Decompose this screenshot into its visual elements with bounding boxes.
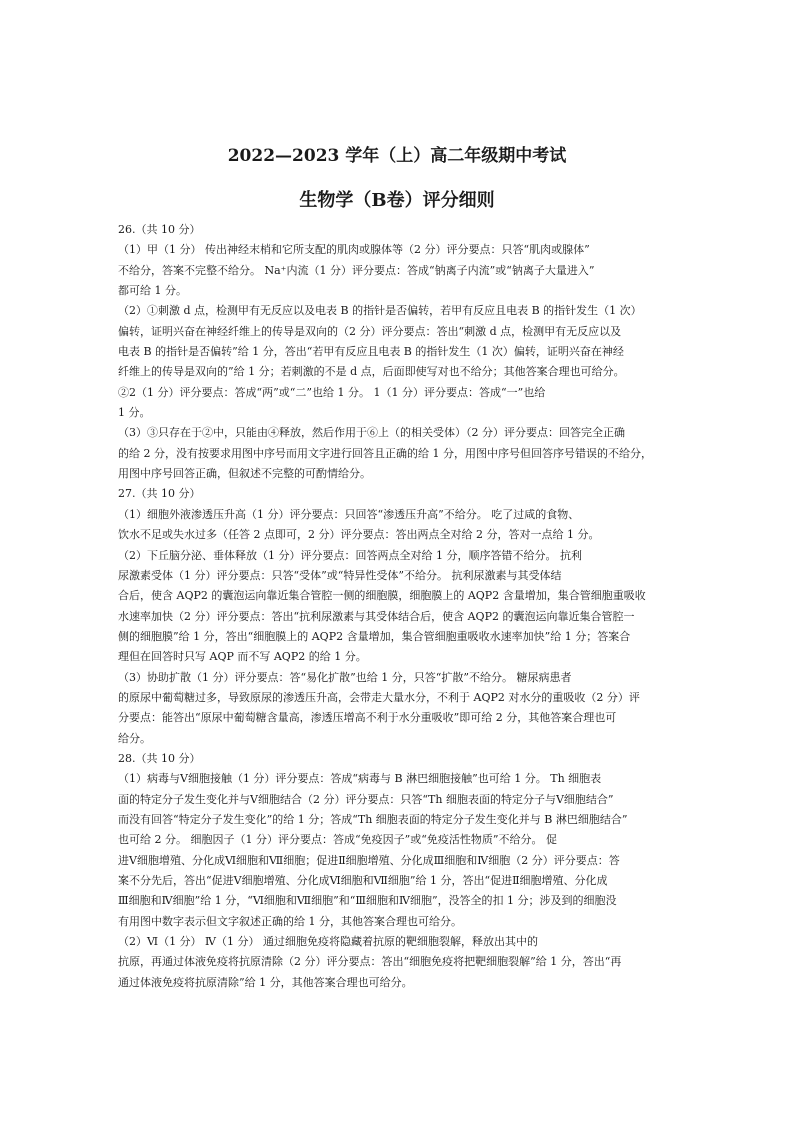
text-line: 案不分先后，答出“促进Ⅴ细胞增殖、分化成Ⅵ细胞和Ⅶ细胞”给 1 分，答出“促进Ⅱ细胞增殖、分化成 [118, 874, 608, 887]
text-line: （3）③只存在于②中，只能由④释放，然后作用于⑥上（的相关受体）（2 分）评分要点：回答完全正确 [118, 426, 625, 440]
text-line: 进Ⅴ细胞增殖、分化成Ⅵ细胞和Ⅶ细胞；促进Ⅱ细胞增殖、分化成Ⅲ细胞和Ⅳ细胞（2 分）评分要点：答 [118, 853, 620, 867]
text-line: 饮水不足或失水过多（任答 2 点即可，2 分）评分要点：答出两点全对给 2 分，答对一点给 1 分。 [118, 528, 600, 542]
section-heading-27: 27.（共 10 分） [118, 487, 201, 501]
text-line: （1）细胞外液渗透压升高（1 分）评分要点：只回答“渗透压升高”不给分。 吃了过咸的食物、 [118, 507, 580, 521]
text-line: Ⅲ细胞和Ⅳ细胞”给 1 分，“Ⅵ细胞和Ⅶ细胞”和“Ⅲ细胞和Ⅳ细胞”，没答全的扣 1 分；涉及到的细胞没 [118, 894, 617, 908]
text-line: （2）下丘脑分泌、垂体释放（1 分）评分要点：回答两点全对给 1 分，顺序答错不给分。 抗利 [118, 548, 582, 562]
text-line: 给分。 [118, 731, 151, 745]
text-line: ②2（1 分）评分要点：答成“两”或“二”也给 1 分。 1（1 分）评分要点：答成“一”也给 [118, 385, 546, 399]
text-line: 抗原，再通过体液免疫将抗原清除（2 分）评分要点：答出“细胞免疫将把靶细胞裂解”给 1 分，答出“再 [118, 955, 622, 969]
text-line: （3）协助扩散（1 分）评分要点：答“易化扩散”也给 1 分，只答“扩散”不给分。 糖尿病患者 [118, 670, 572, 684]
text-line: 纤维上的传导是双向的”给 1 分；若刺激的不是 d 点，后面即使写对也不给分；其他答案合理也可给分。 [118, 365, 625, 379]
text-line: （2）①刺激 d 点，检测甲有无反应以及电表 B 的指针是否偏转，若甲有反应且电表 B 的指针发生（1 次） [118, 304, 642, 318]
text-line: 用图中序号回答正确，但叙述不完整的可酌情给分。 [118, 467, 371, 481]
text-line: 都可给 1 分。 [118, 284, 187, 298]
text-line: 1 分。 [118, 406, 151, 420]
text-line: （1）甲（1 分） 传出神经末梢和它所支配的肌肉或腺体等（2 分）评分要点：只答“肌肉或腺体” [118, 243, 590, 257]
text-line: 通过体液免疫将抗原清除”给 1 分，其他答案合理也可给分。 [118, 975, 413, 989]
text-line: （2）Ⅵ（1 分） Ⅳ（1 分） 通过细胞免疫将隐藏着抗原的靶细胞裂解，释放出其中的 [118, 935, 539, 949]
document-subtitle: 生物学（B卷）评分细则 [299, 190, 495, 211]
text-line: 电表 B 的指针是否偏转”给 1 分，答出“若甲有反应且电表 B 的指针发生（1 次）偏转，证明兴奋在神经 [118, 345, 624, 359]
text-line: 的给 2 分，没有按要求用图中序号而用文字进行回答且正确的给 1 分，用图中序号但回答序号错误的不给分， [118, 446, 652, 460]
text-line: 侧的细胞膜”给 1 分，答出“细胞膜上的 AQP2 含量增加，集合管细胞重吸收水速率加快”给 1 分；答案合 [118, 629, 631, 643]
text-line: 而没有回答“特定分子发生变化”的给 1 分；答成“Th 细胞表面的特定分子发生变化并与 B 淋巴细胞结合” [118, 812, 628, 826]
text-line: 理但在回答时只写 AQP 而不写 AQP2 的给 1 分。 [118, 650, 367, 664]
text-line: 面的特定分子发生变化并与Ⅴ细胞结合（2 分）评分要点：只答“Th 细胞表面的特定分子与Ⅴ细胞结合” [118, 792, 614, 806]
text-line: 合后，使含 AQP2 的囊泡运向靠近集合管腔一侧的细胞膜，细胞膜上的 AQP2 含量增加，集合管细胞重吸收 [118, 589, 646, 603]
text-line: 分要点：能答出“原尿中葡萄糖含量高，渗透压增高不利于水分重吸收”即可给 2 分，其他答案合理也可 [118, 711, 617, 725]
document-title: 2022—2023 学年（上）高二年级期中考试 [227, 146, 567, 166]
text-line: 有用图中数字表示但文字叙述正确的给 1 分，其他答案合理也可给分。 [118, 914, 462, 928]
text-line: 水速率加快（2 分）评分要点：答出“抗利尿激素与其受体结合后，使含 AQP2 的囊泡运向靠近集合管腔一 [118, 609, 635, 623]
text-line: 不给分，答案不完整不给分。 Na⁺内流（1 分）评分要点：答成“钠离子内流”或“钠离子大量进入” [118, 263, 595, 277]
section-heading-28: 28.（共 10 分） [118, 751, 201, 765]
scoring-rules-body [118, 220, 690, 993]
text-line: 的原尿中葡萄糖过多，导致原尿的渗透压升高，会带走大量水分，不利于 AQP2 对水分的重吸收（2 分）评 [118, 690, 640, 704]
text-line: 偏转，证明兴奋在神经纤维上的传导是双向的（2 分）评分要点：答出“刺激 d 点，检测甲有无反应以及 [118, 324, 622, 338]
text-line: （1）病毒与Ⅴ细胞接触（1 分）评分要点：答成“病毒与 B 淋巴细胞接触”也可给 1 分。 Th 细胞表 [118, 772, 602, 786]
section-heading-26: 26.（共 10 分） [118, 223, 201, 236]
text-line: 也可给 2 分。 细胞因子（1 分）评分要点：答成“免疫因子”或“免疫活性物质”不给分。 促 [118, 833, 557, 847]
text-line: 尿激素受体（1 分）评分要点：只答“受体”或“特异性受体”不给分。 抗利尿激素与其受体结 [118, 568, 562, 582]
